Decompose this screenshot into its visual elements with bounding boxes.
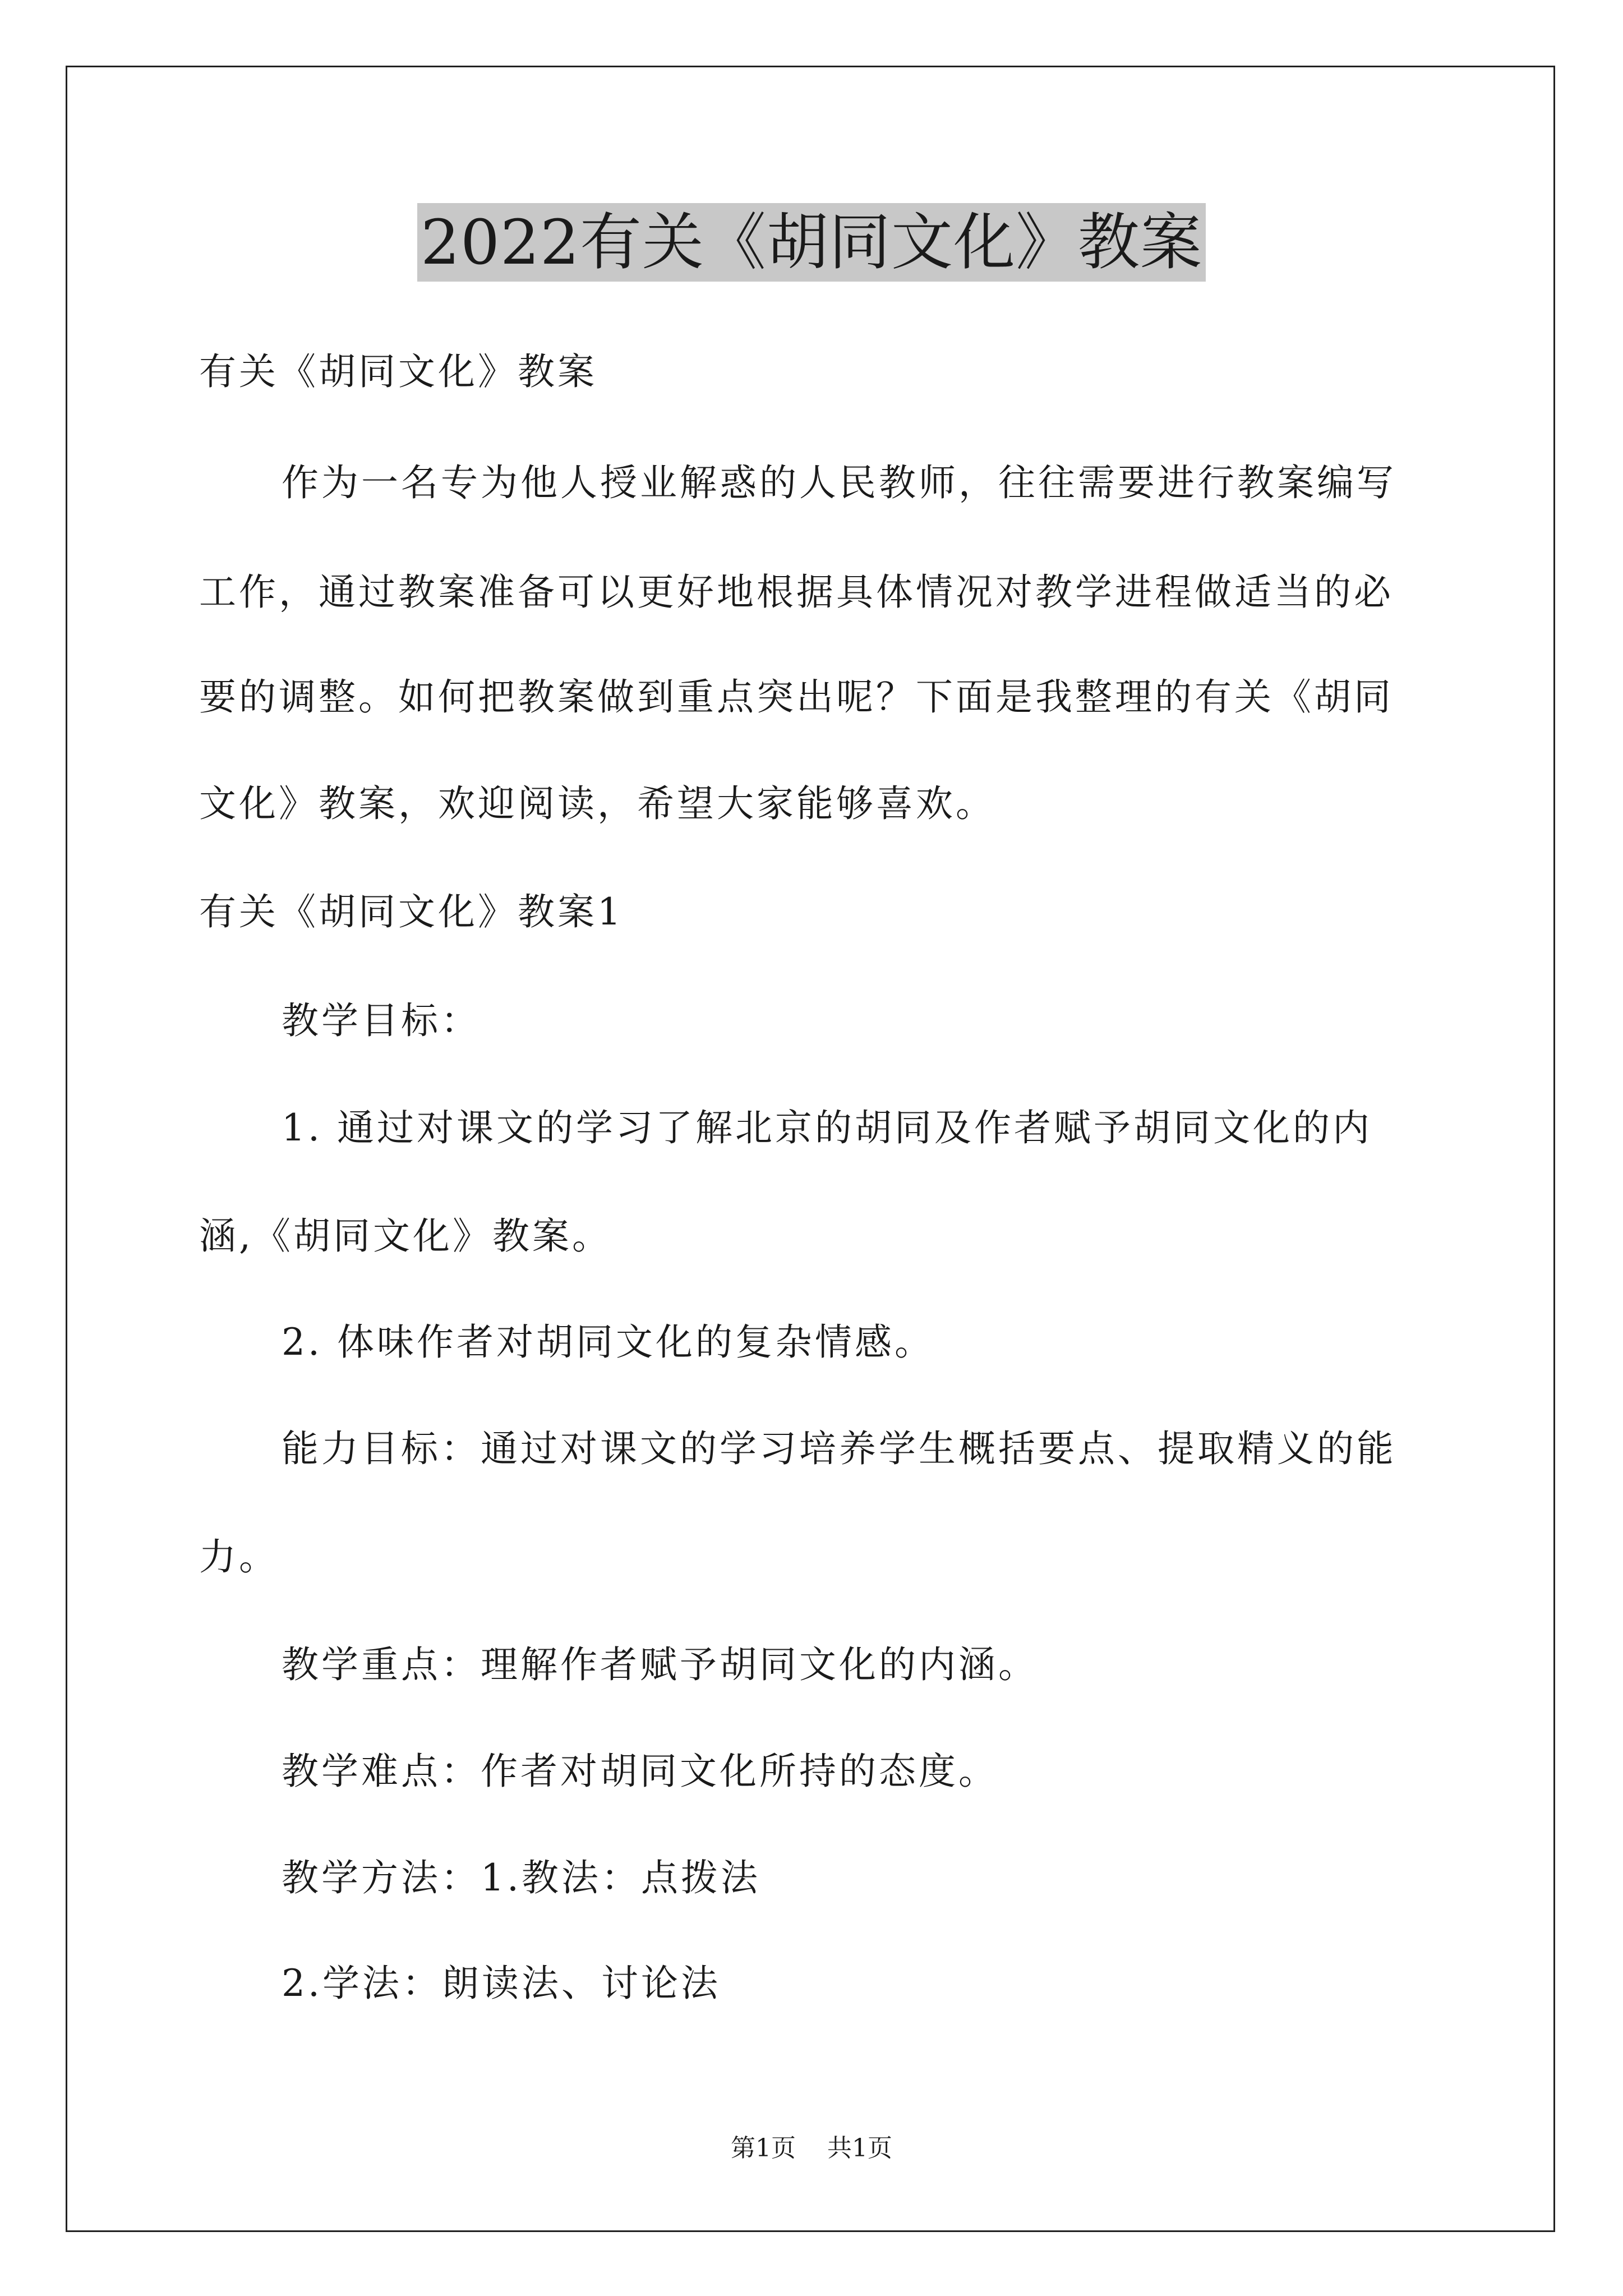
paragraph-line: 教学方法：1.教法：点拨法 — [282, 1856, 760, 1899]
paragraph-line: 力。 — [199, 1535, 279, 1579]
paragraph-line: 要的调整。如何把教案做到重点突出呢？下面是我整理的有关《胡同 — [199, 675, 1394, 719]
paragraph-line: 涵,《胡同文化》教案。 — [199, 1214, 612, 1258]
paragraph-line: 教学难点：作者对胡同文化所持的态度。 — [282, 1750, 998, 1793]
paragraph-line: 2.学法：朗读法、讨论法 — [282, 1962, 721, 2005]
section-heading: 有关《胡同文化》教案1 — [199, 890, 624, 933]
document-title: 2022有关《胡同文化》教案 — [417, 203, 1206, 282]
paragraph-line: 2. 体味作者对胡同文化的复杂情感。 — [282, 1320, 934, 1364]
paragraph-line: 教学目标： — [282, 999, 481, 1042]
paragraph-line: 文化》教案，欢迎阅读，希望大家能够喜欢。 — [199, 782, 995, 825]
paragraph-line: 工作，通过教案准备可以更好地根据具体情况对教学进程做适当的必 — [199, 570, 1394, 614]
page-footer: 第1页 共1页 — [731, 2134, 892, 2162]
paragraph-line: 作为一名专为他人授业解惑的人民教师，往往需要进行教案编写 — [282, 461, 1396, 504]
doc-heading: 有关《胡同文化》教案 — [199, 350, 597, 393]
paragraph-line: 教学重点：理解作者赋予胡同文化的内涵。 — [282, 1643, 1038, 1686]
paragraph-line: 1. 通过对课文的学习了解北京的胡同及作者赋予胡同文化的内 — [282, 1106, 1372, 1149]
title-container — [0, 203, 1623, 282]
paragraph-line: 能力目标：通过对课文的学习培养学生概括要点、提取精义的能 — [282, 1427, 1396, 1470]
